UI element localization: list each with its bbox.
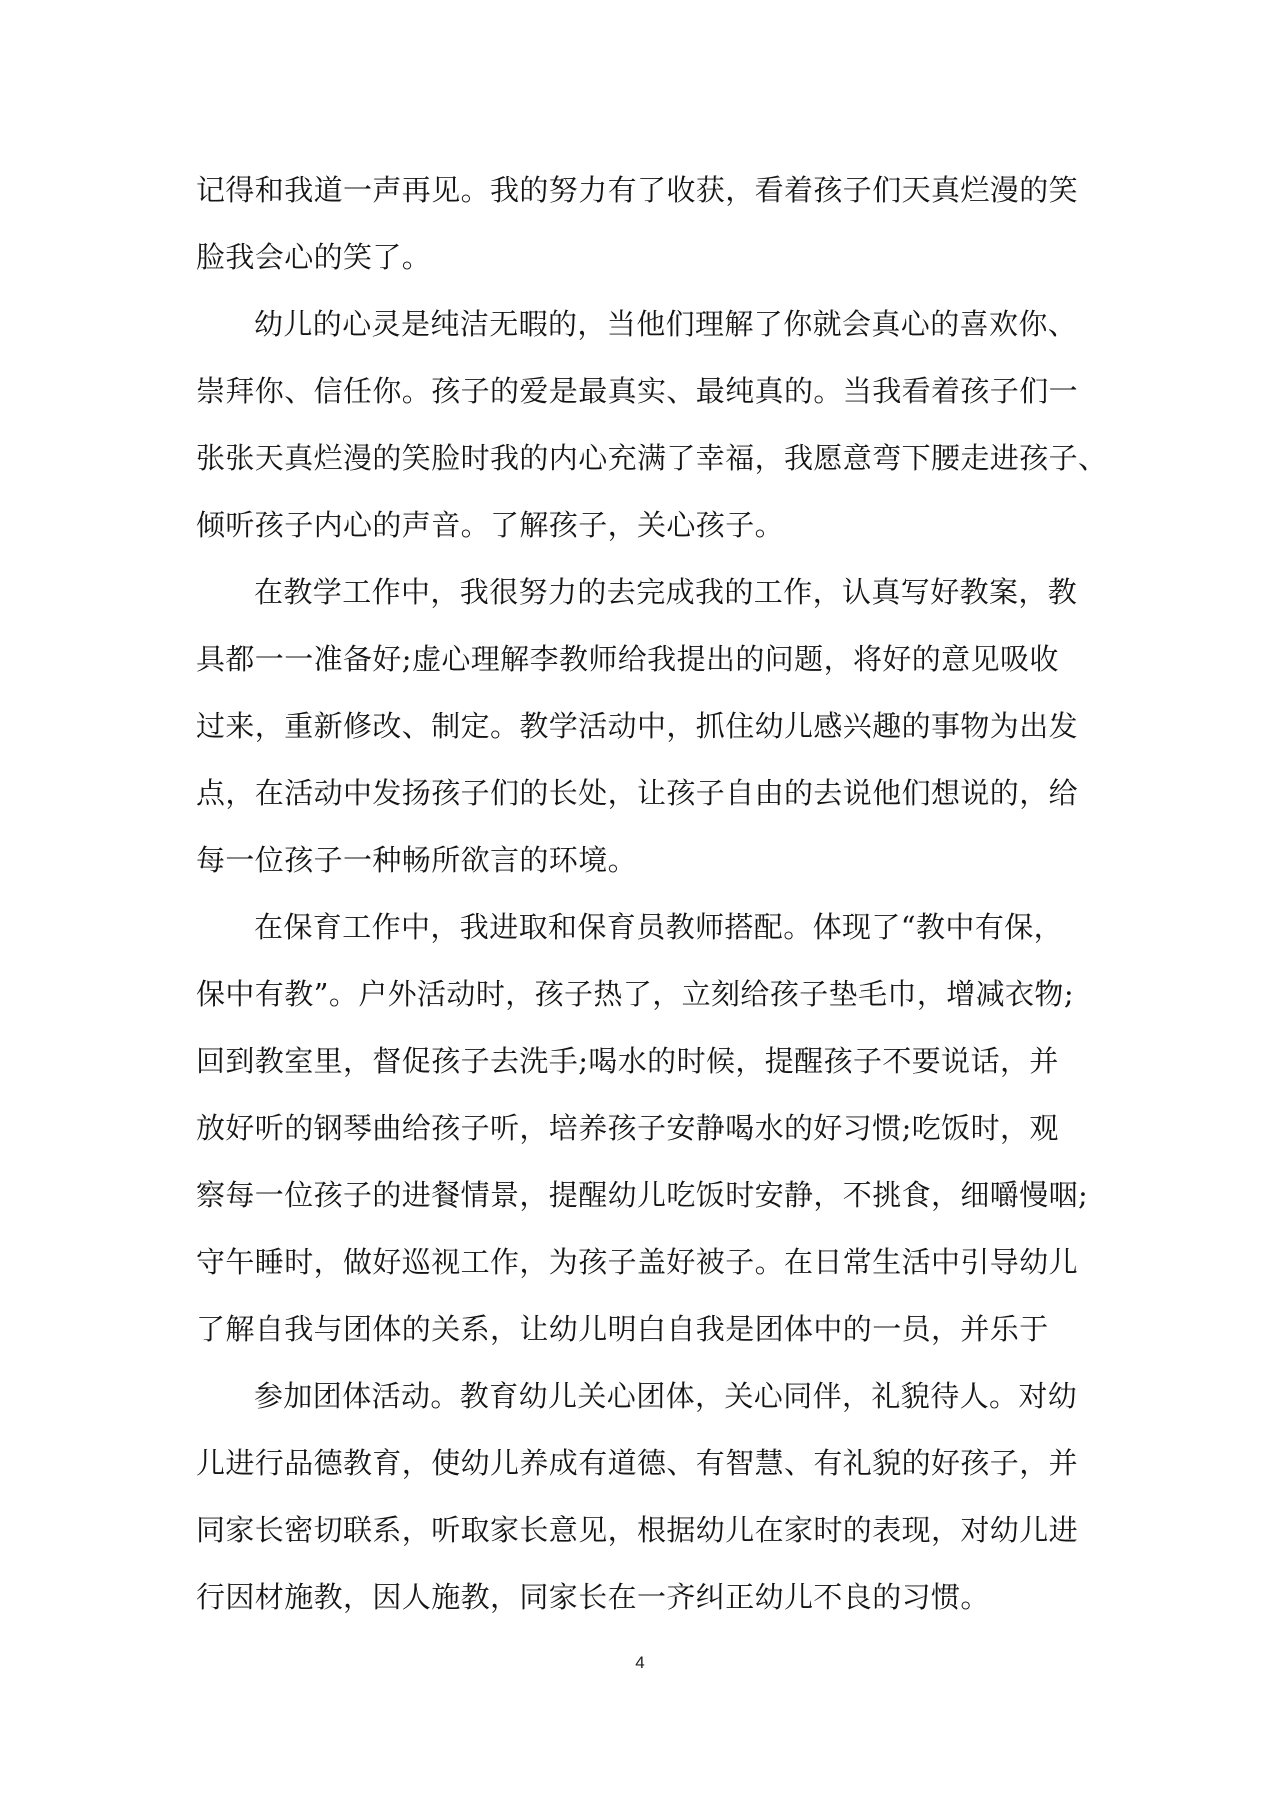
page-number: 4 (635, 1653, 645, 1672)
text-line: 过来，重新修改、制定。教学活动中，抓住幼儿感兴趣的事物为出发 (196, 709, 1079, 743)
text-line: 同家长密切联系，听取家长意见，根据幼儿在家时的表现，对幼儿进 (196, 1513, 1079, 1547)
text-line: 每一位孩子一种畅所欲言的环境。 (196, 843, 638, 877)
text-line: 保中有教”。户外活动时，孩子热了，立刻给孩子垫毛巾，增减衣物; (196, 977, 1074, 1011)
text-line: 点，在活动中发扬孩子们的长处，让孩子自由的去说他们想说的，给 (196, 776, 1079, 810)
text-line: 回到教室里，督促孩子去洗手;喝水的时候，提醒孩子不要说话，并 (196, 1044, 1059, 1078)
text-line: 察每一位孩子的进餐情景，提醒幼儿吃饭时安静，不挑食，细嚼慢咽; (196, 1178, 1089, 1212)
text-line: 了解自我与团体的关系，让幼儿明白自我是团体中的一员，并乐于 (196, 1312, 1049, 1346)
paragraph-first-line: 在保育工作中，我进取和保育员教师搭配。体现了“教中有保， (254, 910, 1064, 944)
text-line: 崇拜你、信任你。孩子的爱是最真实、最纯真的。当我看着孩子们一 (196, 374, 1079, 408)
text-line: 张张天真烂漫的笑脸时我的内心充满了幸福，我愿意弯下腰走进孩子、 (196, 441, 1108, 475)
text-line: 儿进行品德教育，使幼儿养成有道德、有智慧、有礼貌的好孩子，并 (196, 1446, 1079, 1480)
text-line: 放好听的钢琴曲给孩子听，培养孩子安静喝水的好习惯;吃饭时，观 (196, 1111, 1059, 1145)
text-line: 倾听孩子内心的声音。了解孩子，关心孩子。 (196, 508, 785, 542)
text-line: 记得和我道一声再见。我的努力有了收获，看着孩子们天真烂漫的笑 (196, 173, 1079, 207)
paragraph-first-line: 在教学工作中，我很努力的去完成我的工作，认真写好教案，教 (254, 575, 1078, 609)
text-line: 行因材施教，因人施教，同家长在一齐纠正幼儿不良的习惯。 (196, 1580, 990, 1614)
paragraph-first-line: 幼儿的心灵是纯洁无暇的，当他们理解了你就会真心的喜欢你、 (254, 307, 1078, 341)
text-line: 脸我会心的笑了。 (196, 240, 432, 274)
paragraph-first-line: 参加团体活动。教育幼儿关心团体，关心同伴，礼貌待人。对幼 (254, 1379, 1078, 1413)
text-line: 守午睡时，做好巡视工作，为孩子盖好被子。在日常生活中引导幼儿 (196, 1245, 1079, 1279)
text-line: 具都一一准备好;虚心理解李教师给我提出的问题，将好的意见吸收 (196, 642, 1059, 676)
